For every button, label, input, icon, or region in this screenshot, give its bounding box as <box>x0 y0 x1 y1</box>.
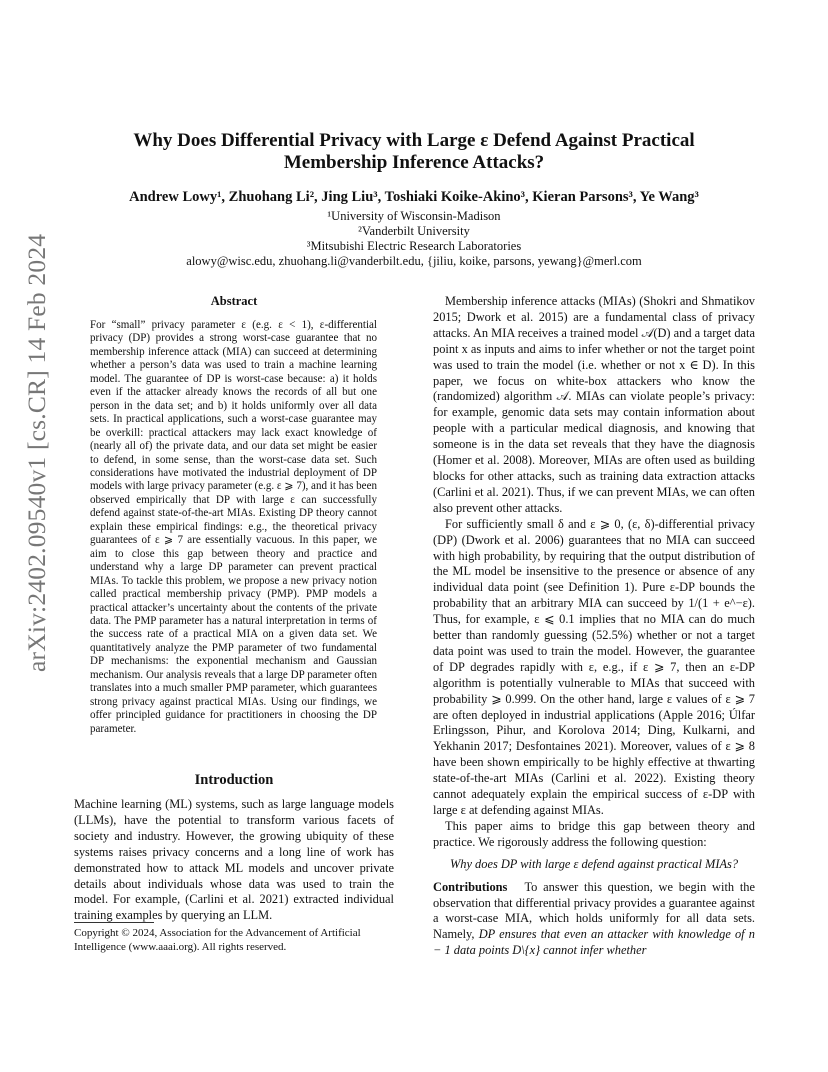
contributions-text: To answer this question, we begin with the observation that differential privacy provides a guarantee against a worst-case MIA, which holds uniformly for all data sets. Namely, <box>433 879 755 942</box>
research-question: Why does DP with large ε defend against practical MIAs? <box>449 856 739 871</box>
affiliation-2: ²Vanderbilt University <box>358 224 470 238</box>
contributions-label: Contributions <box>433 879 508 894</box>
bridge-paragraph: This paper aims to bridge this gap between theory and practice. We rigorously address the following question: <box>433 818 755 849</box>
mia-paragraph: Membership inference attacks (MIAs) (Shokri and Shmatikov 2015; Dwork et al. 2015) are a fundamental class of privacy attacks. An MIA receives a trained model 𝒜(D) and a target data point x as inputs and aims to infer whether or not the target point was used to train the model (i.e. whether or not x ∈ D). In this paper, we focus on white-box attackers who know the (randomized) algorithm 𝒜. MIAs can violate people’s privacy: for example, genomic data sets may contain information about people with a particular medical diagnosis, and knowing that someone is in the data set reveals that they have the diagnosis (Homer et al. 2008). Moreover, MIAs are often used as building blocks for other attacks, such as training data extraction attacks (Carlini et al. 2021). Thus, if we can prevent MIAs, we can often also prevent other attacks. <box>433 294 755 515</box>
contributions-italic: DP ensures that even an attacker with knowledge of n − 1 data points D\{x} cannot infer whether <box>433 927 755 958</box>
abstract-heading: Abstract <box>210 294 258 308</box>
paper-title <box>74 130 754 174</box>
right-column <box>433 294 755 959</box>
affiliation-1: ¹University of Wisconsin-Madison <box>327 209 501 223</box>
introduction-heading: Introduction <box>194 772 274 788</box>
contributions-paragraph <box>433 880 755 960</box>
author-list: Andrew Lowy¹, Zhuohang Li², Jing Liu³, Toshiaki Koike-Akino³, Kieran Parsons³, Ye Wang³ <box>129 189 699 205</box>
copyright-footnote: Copyright © 2024, Association for the Advancement of Artificial Intelligence (www.aaai.org). All rights reserved. <box>74 927 361 953</box>
title-line-1: Why Does Differential Privacy with Large ε Defend Against Practical <box>133 130 695 151</box>
dp-paragraph: For sufficiently small δ and ε ⩾ 0, (ε, δ)-differential privacy (DP) (Dwork et al. 2006) guarantees that no MIA can succeed with high probability, by requiring that the output distribution of the ML model be insensitive to the presence or absence of any individual data point (see Definition 1). Pure ε-DP bounds the probability that an arbitrary MIA can succeed by 1/(1 + e^−ε). Thus, for example, ε ⩽ 0.1 implies that no MIA can do much better than randomly guessing (52.5%) whether or not a target data point was used to train the model. However, the guarantee of DP degrades rapidly with ε, e.g., if ε ⩾ 7, then an ε-DP algorithm is potentially vulnerable to MIAs that succeed with probability ⩾ 0.999. On the other hand, large ε values of ε ⩾ 7 are often deployed in industrial applications (Apple 2016; Úlfar Erlingsson, Pihur, and Korolova 2014; Ding, Kulkarni, and Yekhanin 2017; Desfontaines 2021). Moreover, values of ε ⩾ 8 have been shown empirically to be highly effective at thwarting state-of-the-art MIAs (Carlini et al. 2022). Existing theory cannot adequately explain the empirical success of ε-DP with large ε at defending against MIAs. <box>433 516 755 817</box>
introduction-paragraph: Machine learning (ML) systems, such as large language models (LLMs), have the potential to transform various facets of society and industry. However, the growing ubiquity of these systems raises privacy concerns and a long line of work has demonstrated how to attack ML models and uncover private details about individuals whose data was used to train the model. For example, (Carlini et al. 2021) extracted individual training examples by querying an LLM. <box>74 797 394 923</box>
arxiv-identifier: arXiv:2402.09540v1 [cs.CR] 14 Feb 2024 <box>22 233 51 672</box>
footnote-divider <box>74 922 154 923</box>
title-line-2: Membership Inference Attacks? <box>283 152 545 173</box>
author-emails: alowy@wisc.edu, zhuohang.li@vanderbilt.edu, {jiliu, koike, parsons, yewang}@merl.com <box>186 254 642 268</box>
abstract-body: For “small” privacy parameter ε (e.g. ε < 1), ε-differential privacy (DP) provides a strong worst-case guarantee that no membership inference attack (MIA) can succeed at determining whether a person’s data was used to train a machine learning model. The guarantee of DP is worst-case because: a) it holds even if the attacker already knows the records of all but one person in the data set; and b) it holds uniformly over all data sets. In practical applications, such a worst-case guarantee may be overkill: practical attackers may lack exact knowledge of (nearly all of) the private data, and our data set might be easier to defend, in some sense, than the worst-case data set. Such considerations have motivated the industrial deployment of DP models with large privacy parameter (e.g. ε ⩾ 7), and it has been observed empirically that DP with large ε can successfully defend against state-of-the-art MIAs. Existing DP theory cannot explain these empirical findings: e.g., the theoretical privacy guarantees of ε ⩾ 7 are essentially vacuous. In this paper, we aim to close this gap between theory and practice and understand why a large DP parameter can prevent practical MIAs. To tackle this problem, we propose a new privacy notion called practical membership privacy (PMP). PMP models a practical attacker’s uncertainty about the contents of the private data. The PMP parameter has a natural interpretation in terms of the success rate of a practical MIA on a given data set. We quantitatively analyze the PMP parameter of two fundamental DP mechanisms: the exponential mechanism and Gaussian mechanism. Our analysis reveals that a large DP parameter often translates into a much smaller PMP parameter, which guarantees strong privacy against practical MIAs. Using our findings, we offer principled guidance for practitioners in choosing the DP parameter. <box>90 319 378 735</box>
affiliation-3: ³Mitsubishi Electric Research Laboratories <box>306 239 522 253</box>
